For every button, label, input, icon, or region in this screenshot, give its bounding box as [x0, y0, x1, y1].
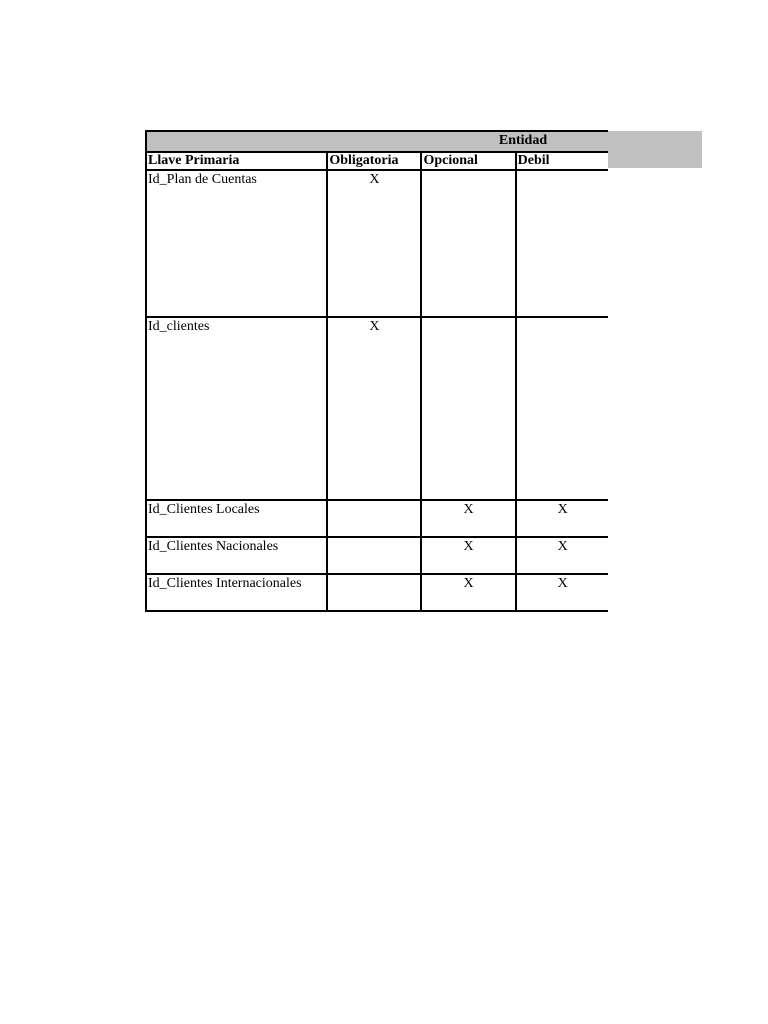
cell-obligatoria — [327, 574, 421, 611]
spreadsheet-table-area — [145, 130, 608, 612]
cell-opcional: X — [421, 574, 515, 611]
table-row — [146, 170, 608, 317]
cell-key: Id_Clientes Internacionales — [146, 574, 327, 611]
cell-debil: X — [516, 574, 608, 611]
cell-opcional: X — [421, 537, 515, 574]
table-row — [146, 500, 608, 537]
cell-opcional: X — [421, 500, 515, 537]
header-debil: Debil — [516, 152, 608, 170]
title-row — [146, 131, 608, 152]
header-llave-primaria: Llave Primaria — [146, 152, 327, 170]
table-row — [146, 317, 608, 500]
cell-obligatoria — [327, 500, 421, 537]
cell-key: Id_Clientes Nacionales — [146, 537, 327, 574]
cell-opcional — [421, 170, 515, 317]
title-cell — [146, 131, 608, 152]
table-row — [146, 537, 608, 574]
cell-obligatoria: X — [327, 317, 421, 500]
cell-key: Id_clientes — [146, 317, 327, 500]
cell-debil — [516, 170, 608, 317]
table-row — [146, 574, 608, 611]
cell-debil: X — [516, 500, 608, 537]
title-band-extension — [608, 131, 702, 168]
header-obligatoria: Obligatoria — [327, 152, 421, 170]
cell-opcional — [421, 317, 515, 500]
cell-debil — [516, 317, 608, 500]
entity-table — [145, 130, 608, 612]
cell-key: Id_Clientes Locales — [146, 500, 327, 537]
cell-debil: X — [516, 537, 608, 574]
table-title: Entidad — [498, 133, 548, 148]
cell-obligatoria — [327, 537, 421, 574]
header-row — [146, 152, 608, 170]
cell-obligatoria: X — [327, 170, 421, 317]
cell-key: Id_Plan de Cuentas — [146, 170, 327, 317]
header-opcional: Opcional — [421, 152, 515, 170]
